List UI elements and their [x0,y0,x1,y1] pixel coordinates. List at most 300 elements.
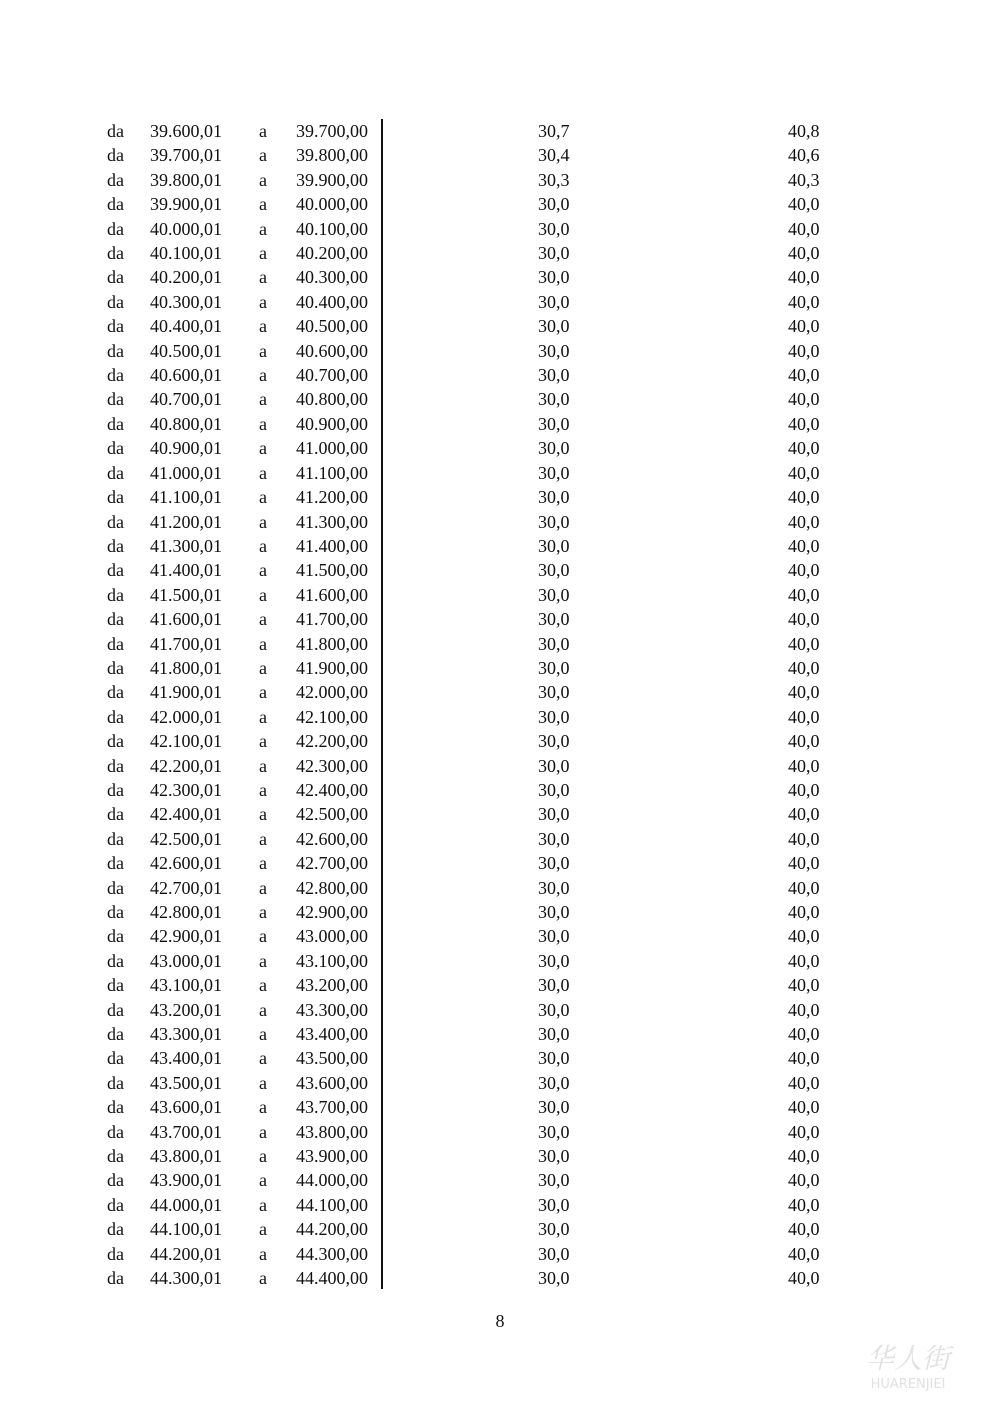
cell-range-from: 41.600,01 [150,609,222,630]
cell-range-from: 43.700,01 [150,1121,222,1142]
cell-range-from: 43.000,01 [150,950,222,971]
cell-value-1: 30,0 [538,877,570,898]
table-row [0,851,1000,875]
cell-value-1: 30,0 [538,779,570,800]
cell-da: da [107,365,124,386]
cell-a: a [259,1097,267,1118]
cell-a: a [259,1072,267,1093]
cell-value-1: 30,0 [538,438,570,459]
table-row [0,778,1000,802]
cell-range-to: 41.200,00 [296,487,368,508]
cell-da: da [107,609,124,630]
table-row [0,876,1000,900]
cell-value-2: 40,0 [788,1243,820,1264]
cell-a: a [259,1243,267,1264]
cell-a: a [259,121,267,141]
cell-da: da [107,804,124,825]
cell-value-2: 40,0 [788,1170,820,1191]
cell-range-from: 39.700,01 [150,145,222,166]
cell-da: da [107,535,124,556]
cell-a: a [259,706,267,727]
cell-da: da [107,950,124,971]
cell-range-to: 39.700,00 [296,121,368,141]
table-row [0,949,1000,973]
cell-range-from: 42.800,01 [150,902,222,922]
cell-a: a [259,267,267,288]
table-row [0,973,1000,997]
cell-range-to: 40.000,00 [296,194,368,215]
cell-value-1: 30,0 [538,950,570,971]
cell-da: da [107,218,124,239]
cell-value-1: 30,0 [538,1072,570,1093]
cell-a: a [259,535,267,556]
cell-value-2: 40,0 [788,1268,820,1289]
cell-range-from: 42.200,01 [150,755,222,776]
cell-value-2: 40,0 [788,609,820,630]
cell-value-1: 30,0 [538,1024,570,1045]
cell-a: a [259,877,267,898]
cell-da: da [107,438,124,459]
cell-a: a [259,1170,267,1191]
cell-value-2: 40,0 [788,1121,820,1142]
table-row [0,1022,1000,1046]
cell-range-from: 42.300,01 [150,779,222,800]
cell-range-to: 42.000,00 [296,682,368,703]
cell-da: da [107,853,124,874]
cell-range-from: 41.200,01 [150,511,222,532]
cell-value-2: 40,0 [788,1048,820,1069]
cell-range-from: 43.400,01 [150,1048,222,1069]
cell-value-1: 30,0 [538,560,570,581]
cell-range-from: 41.100,01 [150,487,222,508]
cell-value-1: 30,0 [538,731,570,752]
cell-range-to: 40.400,00 [296,291,368,312]
cell-value-1: 30,0 [538,340,570,361]
cell-a: a [259,1268,267,1289]
table-row [0,1242,1000,1266]
cell-range-from: 43.900,01 [150,1170,222,1191]
cell-range-from: 40.100,01 [150,243,222,264]
cell-range-to: 43.000,00 [296,926,368,947]
cell-value-2: 40,0 [788,804,820,825]
table-row [0,192,1000,216]
cell-range-from: 40.800,01 [150,413,222,434]
watermark-logo [838,1334,978,1394]
watermark-logo-glyphs: 华人街 [865,1342,951,1375]
cell-value-2: 40,0 [788,1097,820,1118]
table-row [0,168,1000,192]
cell-range-from: 41.700,01 [150,633,222,654]
table-row [0,827,1000,851]
cell-value-2: 40,0 [788,877,820,898]
cell-value-2: 40,3 [788,169,820,190]
table-row [0,729,1000,753]
cell-a: a [259,218,267,239]
cell-value-2: 40,0 [788,340,820,361]
table-row [0,119,1000,143]
income-table [0,119,1000,1291]
cell-range-to: 40.200,00 [296,243,368,264]
table-row [0,1168,1000,1192]
cell-range-from: 41.000,01 [150,462,222,483]
cell-da: da [107,1048,124,1069]
table-row [0,1071,1000,1095]
cell-value-2: 40,0 [788,682,820,703]
cell-range-from: 42.400,01 [150,804,222,825]
cell-value-1: 30,7 [538,121,570,141]
cell-range-to: 43.600,00 [296,1072,368,1093]
page-number: 8 [495,1311,505,1331]
cell-value-1: 30,0 [538,389,570,410]
cell-da: da [107,731,124,752]
cell-value-2: 40,0 [788,902,820,922]
cell-value-2: 40,0 [788,243,820,264]
cell-value-2: 40,0 [788,999,820,1020]
cell-value-2: 40,0 [788,218,820,239]
cell-a: a [259,633,267,654]
cell-value-1: 30,0 [538,853,570,874]
table-row [0,485,1000,509]
cell-range-from: 39.600,01 [150,121,222,141]
cell-value-1: 30,3 [538,169,570,190]
cell-value-2: 40,0 [788,560,820,581]
cell-range-from: 43.800,01 [150,1146,222,1167]
cell-value-1: 30,0 [538,1243,570,1264]
cell-value-1: 30,0 [538,1194,570,1215]
table-row [0,558,1000,582]
cell-range-from: 43.300,01 [150,1024,222,1045]
cell-value-2: 40,0 [788,828,820,849]
table-row [0,632,1000,656]
cell-value-1: 30,0 [538,218,570,239]
cell-value-1: 30,0 [538,804,570,825]
cell-value-1: 30,0 [538,828,570,849]
cell-a: a [259,926,267,947]
cell-value-2: 40,0 [788,365,820,386]
cell-value-1: 30,0 [538,1219,570,1240]
cell-value-2: 40,0 [788,950,820,971]
cell-range-from: 44.300,01 [150,1268,222,1289]
cell-value-1: 30,0 [538,1146,570,1167]
cell-range-to: 43.200,00 [296,975,368,996]
table-row [0,1046,1000,1070]
cell-range-to: 43.400,00 [296,1024,368,1045]
cell-da: da [107,682,124,703]
table-row [0,656,1000,680]
cell-range-from: 40.300,01 [150,291,222,312]
cell-range-to: 42.500,00 [296,804,368,825]
cell-a: a [259,657,267,678]
cell-range-from: 40.500,01 [150,340,222,361]
cell-value-1: 30,0 [538,633,570,654]
cell-da: da [107,145,124,166]
cell-value-1: 30,0 [538,487,570,508]
cell-value-1: 30,0 [538,511,570,532]
table-row [0,998,1000,1022]
cell-da: da [107,926,124,947]
cell-da: da [107,194,124,215]
cell-value-2: 40,0 [788,535,820,556]
cell-range-to: 41.900,00 [296,657,368,678]
cell-value-1: 30,0 [538,1121,570,1142]
cell-a: a [259,609,267,630]
cell-da: da [107,706,124,727]
cell-value-2: 40,0 [788,1146,820,1167]
cell-range-to: 44.200,00 [296,1219,368,1240]
cell-value-2: 40,0 [788,316,820,337]
cell-value-1: 30,0 [538,267,570,288]
cell-da: da [107,1243,124,1264]
table-row [0,802,1000,826]
cell-a: a [259,560,267,581]
cell-value-1: 30,0 [538,755,570,776]
table-row [0,217,1000,241]
cell-da: da [107,584,124,605]
cell-da: da [107,755,124,776]
table-row [0,241,1000,265]
cell-range-to: 40.500,00 [296,316,368,337]
cell-da: da [107,1121,124,1142]
table-row [0,900,1000,924]
cell-range-from: 40.700,01 [150,389,222,410]
table-row [0,607,1000,631]
cell-a: a [259,438,267,459]
cell-range-from: 40.600,01 [150,365,222,386]
cell-value-2: 40,0 [788,633,820,654]
cell-range-to: 41.100,00 [296,462,368,483]
cell-da: da [107,999,124,1020]
cell-range-from: 41.300,01 [150,535,222,556]
cell-da: da [107,1097,124,1118]
cell-a: a [259,731,267,752]
cell-range-to: 42.200,00 [296,731,368,752]
cell-da: da [107,1268,124,1289]
cell-value-1: 30,0 [538,291,570,312]
cell-range-to: 43.100,00 [296,950,368,971]
table-row [0,1144,1000,1168]
cell-range-to: 42.300,00 [296,755,368,776]
cell-value-1: 30,0 [538,975,570,996]
table-row [0,754,1000,778]
cell-a: a [259,316,267,337]
cell-range-to: 40.300,00 [296,267,368,288]
cell-da: da [107,975,124,996]
cell-a: a [259,462,267,483]
cell-value-2: 40,0 [788,731,820,752]
cell-range-to: 40.800,00 [296,389,368,410]
cell-range-from: 42.000,01 [150,706,222,727]
cell-range-from: 40.900,01 [150,438,222,459]
cell-range-to: 42.700,00 [296,853,368,874]
cell-range-to: 44.300,00 [296,1243,368,1264]
cell-range-to: 43.900,00 [296,1146,368,1167]
table-row [0,583,1000,607]
cell-a: a [259,291,267,312]
table-row [0,1120,1000,1144]
cell-da: da [107,1146,124,1167]
cell-range-from: 43.100,01 [150,975,222,996]
cell-range-to: 41.400,00 [296,535,368,556]
cell-a: a [259,950,267,971]
cell-range-from: 40.400,01 [150,316,222,337]
table-row [0,314,1000,338]
cell-range-to: 44.100,00 [296,1194,368,1215]
cell-value-1: 30,0 [538,1170,570,1191]
table-row [0,412,1000,436]
cell-range-to: 41.300,00 [296,511,368,532]
cell-range-from: 44.200,01 [150,1243,222,1264]
cell-value-2: 40,0 [788,413,820,434]
cell-da: da [107,340,124,361]
cell-a: a [259,145,267,166]
cell-da: da [107,169,124,190]
cell-range-to: 43.300,00 [296,999,368,1020]
cell-da: da [107,657,124,678]
cell-a: a [259,584,267,605]
cell-range-to: 44.000,00 [296,1170,368,1191]
cell-value-1: 30,0 [538,999,570,1020]
cell-value-2: 40,0 [788,975,820,996]
table-row [0,387,1000,411]
cell-value-1: 30,0 [538,706,570,727]
cell-value-2: 40,0 [788,584,820,605]
table-row [0,265,1000,289]
cell-range-from: 41.400,01 [150,560,222,581]
cell-range-from: 43.200,01 [150,999,222,1020]
cell-a: a [259,828,267,849]
column-divider [381,119,383,1289]
cell-da: da [107,828,124,849]
cell-range-to: 42.400,00 [296,779,368,800]
cell-value-1: 30,0 [538,682,570,703]
table-row [0,924,1000,948]
cell-range-from: 40.200,01 [150,267,222,288]
cell-a: a [259,1219,267,1240]
cell-a: a [259,755,267,776]
cell-range-from: 41.500,01 [150,584,222,605]
cell-value-2: 40,0 [788,1219,820,1240]
cell-value-1: 30,0 [538,365,570,386]
cell-value-2: 40,6 [788,145,820,166]
cell-da: da [107,511,124,532]
cell-a: a [259,365,267,386]
cell-a: a [259,975,267,996]
cell-a: a [259,511,267,532]
cell-value-2: 40,0 [788,389,820,410]
cell-range-to: 40.700,00 [296,365,368,386]
cell-value-1: 30,0 [538,462,570,483]
table-row [0,1266,1000,1290]
cell-da: da [107,779,124,800]
table-row [0,290,1000,314]
cell-range-to: 42.800,00 [296,877,368,898]
cell-range-to: 43.700,00 [296,1097,368,1118]
cell-value-2: 40,0 [788,755,820,776]
cell-da: da [107,1072,124,1093]
cell-range-to: 41.800,00 [296,633,368,654]
cell-range-from: 42.500,01 [150,828,222,849]
cell-a: a [259,779,267,800]
cell-value-1: 30,0 [538,609,570,630]
cell-da: da [107,1219,124,1240]
cell-range-from: 42.600,01 [150,853,222,874]
cell-range-to: 43.800,00 [296,1121,368,1142]
cell-value-1: 30,0 [538,1268,570,1289]
cell-range-to: 41.700,00 [296,609,368,630]
cell-da: da [107,462,124,483]
cell-value-2: 40,0 [788,267,820,288]
cell-value-1: 30,0 [538,1097,570,1118]
cell-a: a [259,194,267,215]
cell-range-from: 41.800,01 [150,657,222,678]
cell-da: da [107,633,124,654]
cell-value-1: 30,0 [538,657,570,678]
cell-value-1: 30,0 [538,926,570,947]
cell-value-1: 30,0 [538,194,570,215]
cell-da: da [107,902,124,922]
cell-range-from: 44.000,01 [150,1194,222,1215]
cell-range-from: 43.600,01 [150,1097,222,1118]
cell-value-2: 40,0 [788,487,820,508]
cell-a: a [259,1194,267,1215]
table-row [0,461,1000,485]
cell-range-to: 41.600,00 [296,584,368,605]
watermark-text: HUARENJIEI [870,1377,946,1392]
cell-range-from: 43.500,01 [150,1072,222,1093]
cell-a: a [259,389,267,410]
cell-value-2: 40,0 [788,1194,820,1215]
cell-value-2: 40,0 [788,194,820,215]
cell-a: a [259,487,267,508]
cell-value-2: 40,0 [788,779,820,800]
cell-a: a [259,340,267,361]
cell-value-2: 40,0 [788,706,820,727]
cell-value-1: 30,4 [538,145,570,166]
cell-value-1: 30,0 [538,413,570,434]
cell-a: a [259,1024,267,1045]
cell-range-to: 41.000,00 [296,438,368,459]
cell-range-to: 42.100,00 [296,706,368,727]
cell-value-2: 40,8 [788,121,820,141]
cell-range-to: 40.100,00 [296,218,368,239]
cell-a: a [259,1146,267,1167]
cell-a: a [259,682,267,703]
cell-range-to: 40.900,00 [296,413,368,434]
cell-value-1: 30,0 [538,584,570,605]
table-row [0,705,1000,729]
table-row [0,1217,1000,1241]
cell-a: a [259,804,267,825]
table-row [0,143,1000,167]
cell-da: da [107,291,124,312]
cell-da: da [107,877,124,898]
table-row [0,339,1000,363]
cell-a: a [259,1048,267,1069]
cell-range-to: 41.500,00 [296,560,368,581]
table-row [0,534,1000,558]
cell-a: a [259,413,267,434]
cell-value-2: 40,0 [788,511,820,532]
cell-a: a [259,853,267,874]
cell-range-from: 44.100,01 [150,1219,222,1240]
cell-range-from: 41.900,01 [150,682,222,703]
cell-value-2: 40,0 [788,853,820,874]
cell-range-to: 43.500,00 [296,1048,368,1069]
cell-range-from: 42.100,01 [150,731,222,752]
cell-value-2: 40,0 [788,462,820,483]
table-row [0,363,1000,387]
cell-da: da [107,413,124,434]
